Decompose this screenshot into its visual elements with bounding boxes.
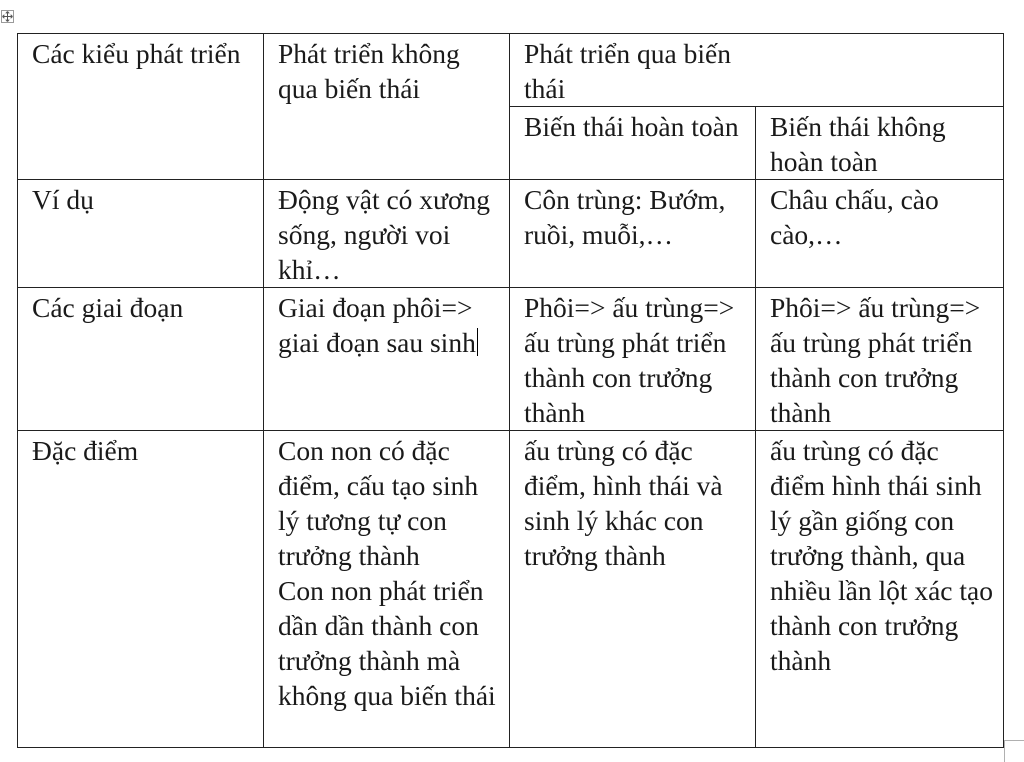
- row-cell-complete[interactable]: [510, 180, 756, 288]
- table-move-handle[interactable]: [1, 10, 14, 23]
- subheader-incomplete-text: Biến thái không hoàn toàn: [770, 111, 953, 177]
- table-header-row: [18, 34, 1004, 107]
- row-label-text: Các giai đoạn: [32, 292, 184, 323]
- row-cell-complete[interactable]: [510, 431, 756, 748]
- row-cell-no-metamorphosis[interactable]: [264, 180, 510, 288]
- cell-text: ấu trùng có đặc điểm, hình thái và sinh lý khác con trưởng thành: [524, 435, 730, 571]
- header-cell-no-metamorphosis[interactable]: [264, 34, 510, 180]
- table-row: [18, 431, 1004, 748]
- cell-text: Giai đoạn phôi=> giai đoạn sau sinh: [278, 292, 480, 358]
- row-cell-no-metamorphosis[interactable]: [264, 431, 510, 748]
- row-label-text: Đặc điểm: [32, 435, 139, 466]
- row-label-cell[interactable]: [18, 288, 264, 431]
- cell-text: Phôi=> ấu trùng=> ấu trùng phát triển thành con trưởng thành: [770, 292, 988, 428]
- text-cursor: [477, 328, 478, 356]
- subheader-cell-incomplete[interactable]: [756, 107, 1004, 180]
- cell-text: ấu trùng có đặc điểm hình thái sinh lý gần giống con trưởng thành, qua nhiều lần lột xác tạo thành con trưởng thành: [770, 435, 1000, 676]
- row-label-cell[interactable]: [18, 180, 264, 288]
- header-cell-types[interactable]: [18, 34, 264, 180]
- subheader-complete-text: Biến thái hoàn toàn: [524, 111, 739, 142]
- row-label-cell[interactable]: [18, 431, 264, 748]
- header-types-text: Các kiểu phát triển: [32, 38, 241, 69]
- header-cell-metamorphosis[interactable]: [510, 34, 1004, 107]
- table-resize-handle[interactable]: [1004, 740, 1024, 762]
- header-metamorphosis-text: Phát triển qua biến thái: [524, 38, 738, 104]
- header-no-metamorphosis-text: Phát triển không qua biến thái: [278, 38, 467, 104]
- row-cell-incomplete[interactable]: [756, 180, 1004, 288]
- row-cell-incomplete[interactable]: [756, 431, 1004, 748]
- cell-text: Con non có đặc điểm, cấu tạo sinh lý tương tự con trưởng thành Con non phát triển dần dần thành con trưởng thành mà không qua biến thái: [278, 435, 496, 711]
- row-label-text: Ví dụ: [32, 184, 94, 215]
- cell-text: Động vật có xương sống, người voi khỉ…: [278, 184, 497, 285]
- row-cell-incomplete[interactable]: [756, 288, 1004, 431]
- cell-text: Côn trùng: Bướm, ruồi, muỗi,…: [524, 184, 733, 250]
- cell-text: Châu chấu, cào cào,…: [770, 184, 946, 250]
- cell-text: Phôi=> ấu trùng=> ấu trùng phát triển thành con trưởng thành: [524, 292, 742, 428]
- row-cell-complete[interactable]: [510, 288, 756, 431]
- move-arrows-icon: [2, 11, 13, 22]
- row-cell-no-metamorphosis[interactable]: [264, 288, 510, 431]
- table-row: [18, 288, 1004, 431]
- development-types-table: [17, 33, 1004, 748]
- subheader-cell-complete[interactable]: [510, 107, 756, 180]
- table-row: [18, 180, 1004, 288]
